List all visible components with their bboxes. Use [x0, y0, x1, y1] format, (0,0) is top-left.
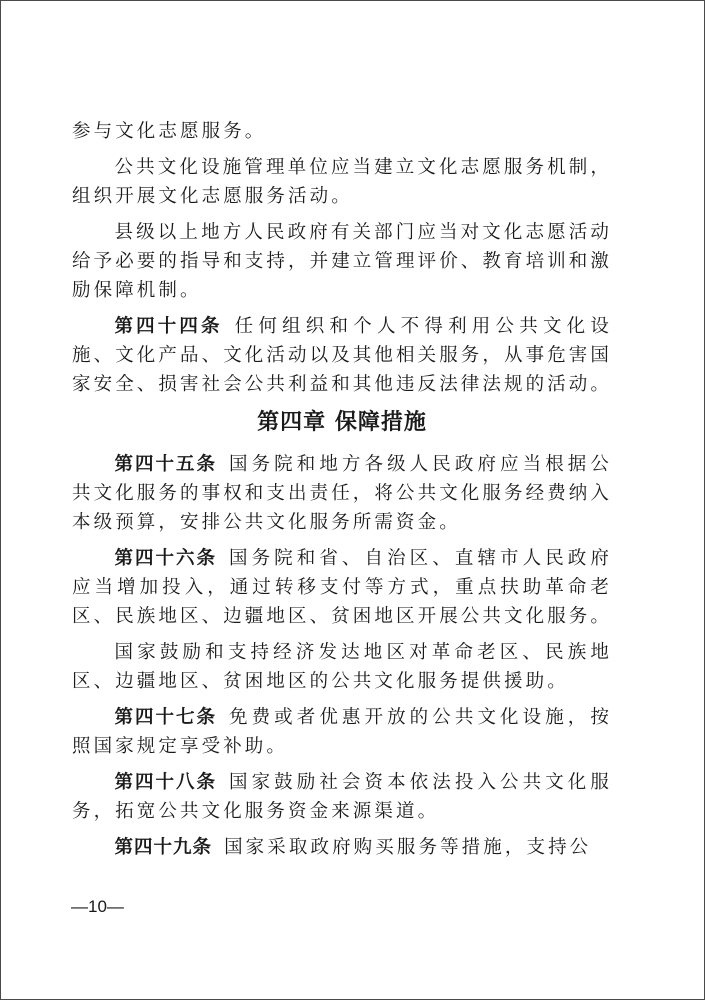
paragraph-text: 参与文化志愿服务。 — [72, 121, 267, 142]
paragraph-text: 国务院和地方各级人民政府应当根据公共文化服务的事权和支出责任，将公共文化服务经费纳入本级预算，安排公共文化服务所需资金。 — [72, 454, 613, 533]
paragraph — [72, 117, 612, 146]
paragraph-text: 国家鼓励和支持经济发达地区对革命老区、民族地区、边疆地区、贫困地区的公共文化服务提供援助。 — [72, 642, 612, 692]
document-body — [72, 117, 612, 869]
article-number: 第四十七条 — [114, 707, 217, 728]
page-number: —10— — [71, 897, 124, 916]
paragraph — [72, 218, 612, 305]
paragraph-text: 任何组织和个人不得利用公共文化设施、文化产品、文化活动以及其他相关服务，从事危害国家安全、损害社会公共利益和其他违反法律法规的活动。 — [72, 316, 613, 395]
chapter-title: 第四章 保障措施 — [257, 410, 427, 435]
article-paragraph — [72, 703, 612, 761]
article-number: 第四十九条 — [114, 837, 213, 858]
article-number: 第四十五条 — [114, 454, 217, 475]
article-number: 第四十四条 — [114, 316, 223, 337]
paragraph-text: 国务院和省、自治区、直辖市人民政府应当增加投入，通过转移支付等方式，重点扶助革命老区、民族地区、边疆地区、贫困地区开展公共文化服务。 — [72, 548, 613, 627]
paragraph-text: 公共文化设施管理单位应当建立文化志愿服务机制，组织开展文化志愿服务活动。 — [72, 157, 612, 207]
paragraph-text: 国家采取政府购买服务等措施，支持公 — [224, 837, 592, 858]
paragraph — [72, 153, 612, 211]
paragraph-text: 免费或者优惠开放的公共文化设施，按照国家规定享受补助。 — [72, 707, 612, 757]
paragraph-text: 国家鼓励社会资本依法投入公共文化服务，拓宽公共文化服务资金来源渠道。 — [72, 772, 612, 822]
article-paragraph — [72, 833, 612, 862]
article-paragraph — [72, 450, 612, 537]
paragraph — [72, 638, 612, 696]
article-number: 第四十八条 — [114, 772, 217, 793]
article-paragraph — [72, 768, 612, 826]
article-number: 第四十六条 — [114, 548, 217, 569]
article-paragraph — [72, 544, 612, 631]
article-paragraph — [72, 312, 612, 399]
paragraph-text: 县级以上地方人民政府有关部门应当对文化志愿活动给予必要的指导和支持，并建立管理评价、教育培训和激励保障机制。 — [72, 222, 613, 301]
